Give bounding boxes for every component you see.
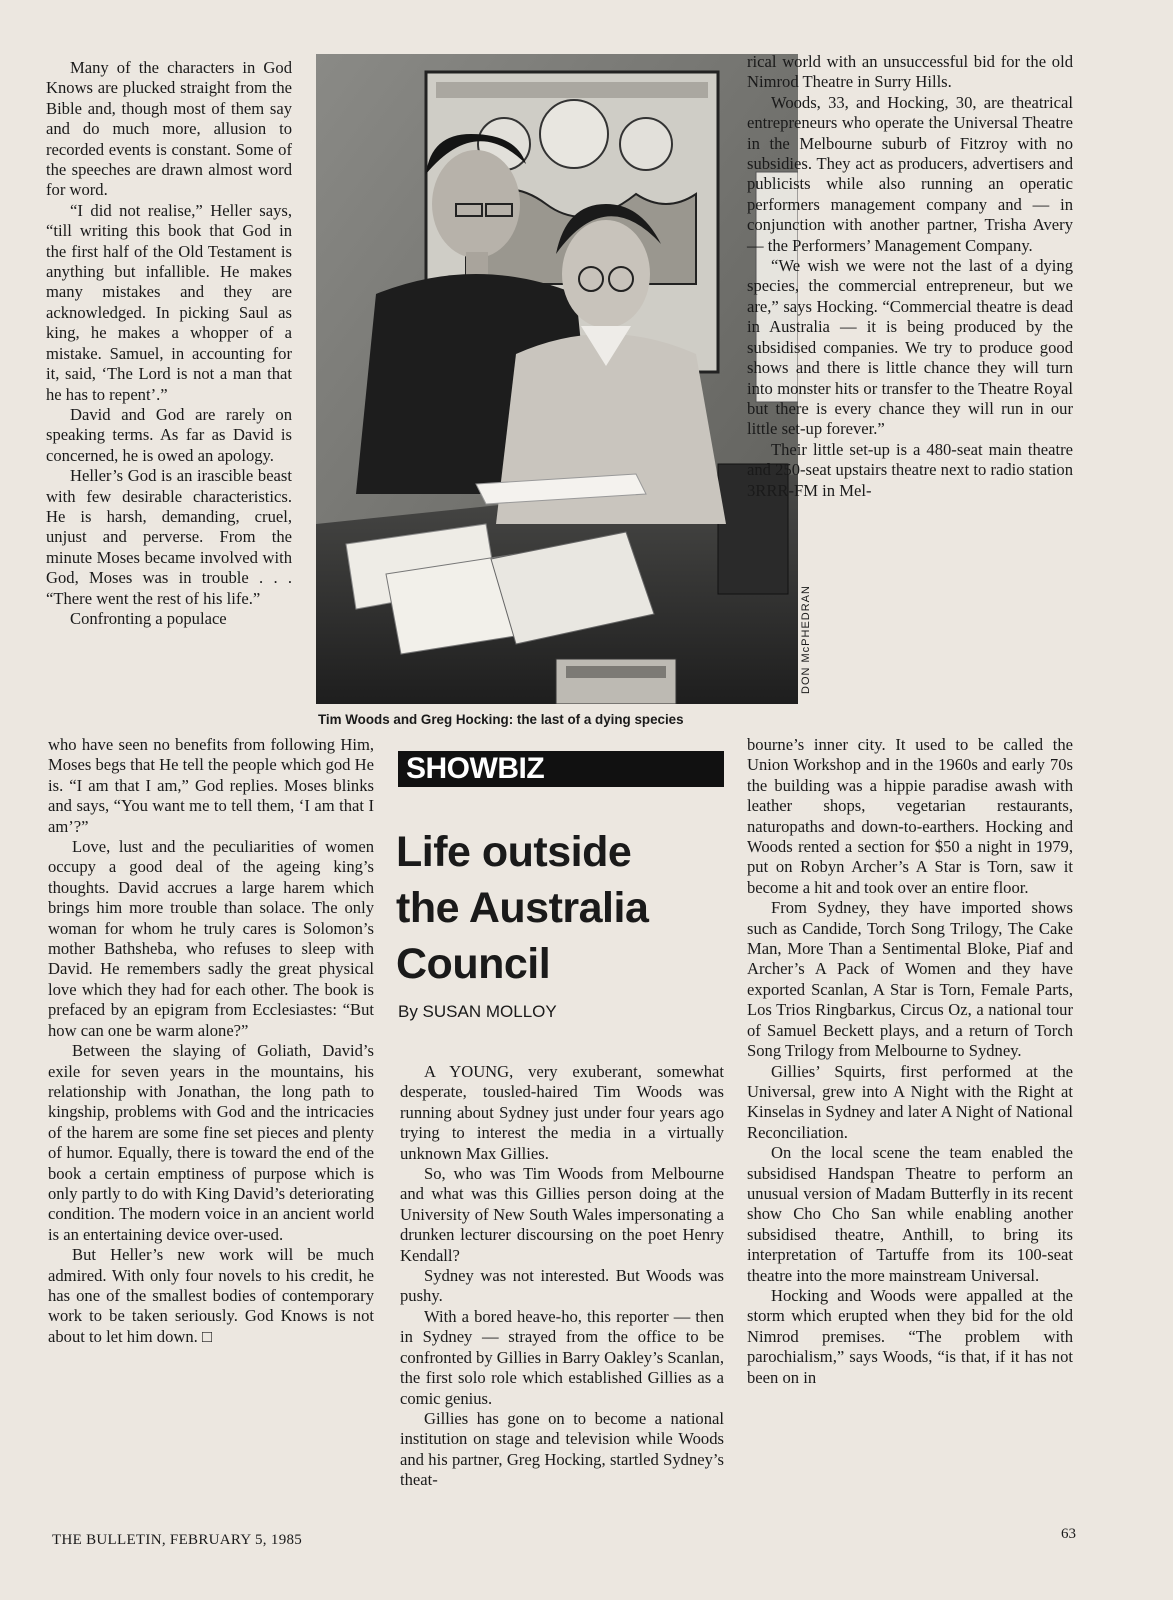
review-paragraph: David and God are rarely on speaking terms. As far as David is concerned, he is owed an apology. <box>46 404 292 465</box>
article-paragraph: Hocking and Woods were appalled at the storm which erupted when they bid for the old Nimrod premises. “The problem with parochialism,” says Woods, “is that, if it has not been on in <box>747 1285 1073 1387</box>
article-paragraph: Their little set-up is a 480-seat main theatre and 250-seat upstairs theatre next to radio station 3RRR-FM in Mel- <box>747 439 1073 500</box>
review-column-bottom <box>48 735 374 1347</box>
article-paragraph: A YOUNG, very exuberant, somewhat desperate, tousled-haired Tim Woods was running about Sydney just under four years ago trying to interest the media in a virtually unknown Max Gillies. <box>400 1062 724 1163</box>
article-paragraph: With a bored heave-ho, this reporter — then in Sydney — strayed from the office to be confronted by Gillies in Barry Oakley’s Scanlan, the first solo role which established Gillies as a comic genius. <box>400 1306 724 1408</box>
photo-caption: Tim Woods and Greg Hocking: the last of a dying species <box>318 712 684 727</box>
review-paragraph: who have seen no benefits from following Him, Moses begs that He tell the people which god He is. “I am that I am,” God replies. Moses blinks and says, “You want me to tell them, ‘I am that I am’?” <box>48 735 374 836</box>
headline-line: the Australia <box>396 884 649 932</box>
article-paragraph: On the local scene the team enabled the subsidised Handspan Theatre to perform an unusual version of Madam Butterfly in its recent show Cho Cho San while enabling another subsidised theatre, Anthill, to bring its interpretation of Tartuffe from its 100-seat theatre into the more mainstream Universal. <box>747 1143 1073 1285</box>
article-paragraph: Woods, 33, and Hocking, 30, are theatrical entrepreneurs who operate the Universal Theatre in the Melbourne suburb of Fitzroy with no subsidies. They act as producers, advertisers and publicists while also running an operatic performers management company and — in conjunction with another partner, Trisha Avery — the Performers’ Management Company. <box>747 92 1073 255</box>
article-column-right-bottom <box>747 735 1073 1388</box>
article-paragraph: From Sydney, they have imported shows such as Candide, Torch Song Trilogy, The Cake Man, More Than a Sentimental Bloke, Piaf and Archer’s A Pack of Women and they have exported Scanlan, A Star is Torn, Female Parts, Los Trios Ringbarkus, Circus Oz, a national tour of Samuel Beckett plays, and a return of Torch Song Trilogy from Melbourne to Sydney. <box>747 898 1073 1061</box>
review-paragraph: Between the slaying of Goliath, David’s exile for seven years in the mountains, his relationship with Jonathan, the long path to kingship, problems with God and the intricacies of the harem are some fine set pieces and plenty of humor. Equally, there is toward the end of the book a certain emptiness of purpose which is only partly to do with King David’s deteriorating condition. The modern voice in an ancient world is an entertaining device over-used. <box>48 1041 374 1244</box>
headline-line: Council <box>396 940 551 988</box>
photo-illustration <box>316 54 798 704</box>
article-paragraph: Sydney was not interested. But Woods was pushy. <box>400 1266 724 1306</box>
review-paragraph: Love, lust and the peculiarities of women occupy a good deal of the ageing king’s thoughts. David accrues a large harem which brings him more trouble than solace. The only woman for whom he truly cares is Solomon’s mother Bathsheba, who refuses to sleep with David. He remembers sadly the great physical love which they had for each other. The book is prefaced by an epigram from Ecclesiastes: “But how can one be warm alone?” <box>48 837 374 1040</box>
review-paragraph: “I did not realise,” Heller says, “till writing this book that God in the first half of the Old Testament is anything but infallible. He makes many mistakes and they are acknowledged. In picking Saul as king, he makes a whopper of a mistake. Samuel, in accounting for it, said, ‘The Lord is not a man that he has to repent’.” <box>46 200 292 404</box>
article-paragraph: rical world with an unsuccessful bid for the old Nimrod Theatre in Surry Hills. <box>747 52 1073 92</box>
page-number: 63 <box>1061 1526 1076 1542</box>
article-paragraph: Gillies has gone on to become a national institution on stage and television while Woods and his partner, Greg Hocking, startled Sydney’s theat- <box>400 1408 724 1490</box>
article-paragraph: Gillies’ Squirts, first performed at the Universal, grew into A Night with the Right at Kinselas in Sydney and later A Night of National Reconciliation. <box>747 1061 1073 1142</box>
article-paragraph: “We wish we were not the last of a dying species, the commercial entrepreneur, but we are,” says Hocking. “Commercial theatre is dead in Australia — it is being produced by the subsidised companies. We try to produce good shows and there is little chance they will turn into monster hits or transfer to the Theatre Royal but there is every chance they will run in our little set-up forever.” <box>747 256 1073 439</box>
publication-footer: THE BULLETIN, FEBRUARY 5, 1985 <box>52 1532 303 1548</box>
article-paragraph: bourne’s inner city. It used to be called the Union Workshop and in the 1960s and early 70s the building was a hippie paradise awash with leather shops, vegetarian restaurants, naturopaths and down-to-earthers. Hocking and Woods rented a section for $50 a night in 1979, put on Robyn Archer’s A Star is Torn, saw it become a hit and took over an entire floor. <box>747 735 1073 897</box>
article-column-middle <box>400 1062 724 1491</box>
review-paragraph: Confronting a populace <box>70 608 227 628</box>
byline: By SUSAN MOLLOY <box>398 1002 557 1021</box>
review-paragraph: But Heller’s new work will be much admired. With only four novels to his credit, he has one of the smallest bodies of contemporary work to be taken seriously. God Knows is not about to let him down. □ <box>48 1245 374 1346</box>
review-paragraph: Heller’s God is an irascible beast with few desirable characteristics. He is harsh, demanding, cruel, unjust and perverse. From the minute Moses became involved with God, Moses was in trouble . . . “There went the rest of his life.” <box>46 466 292 608</box>
review-paragraph: Many of the characters in God Knows are plucked straight from the Bible and, though most of them say and do much more, allusion to recorded events is constant. Some of the speeches are drawn almost word for word. <box>46 58 292 200</box>
article-headline <box>396 824 736 992</box>
review-column-top <box>46 58 292 629</box>
section-tag: SHOWBIZ <box>398 751 724 787</box>
article-paragraph: So, who was Tim Woods from Melbourne and what was this Gillies person doing at the University of New South Wales impersonating a drunken lecturer discoursing on the poet Henry Kendall? <box>400 1164 724 1265</box>
article-photo <box>316 54 798 704</box>
headline-line: Life outside <box>396 828 632 876</box>
article-column-right-top <box>747 52 1073 501</box>
photo-credit: DON McPHEDRAN <box>800 585 812 694</box>
